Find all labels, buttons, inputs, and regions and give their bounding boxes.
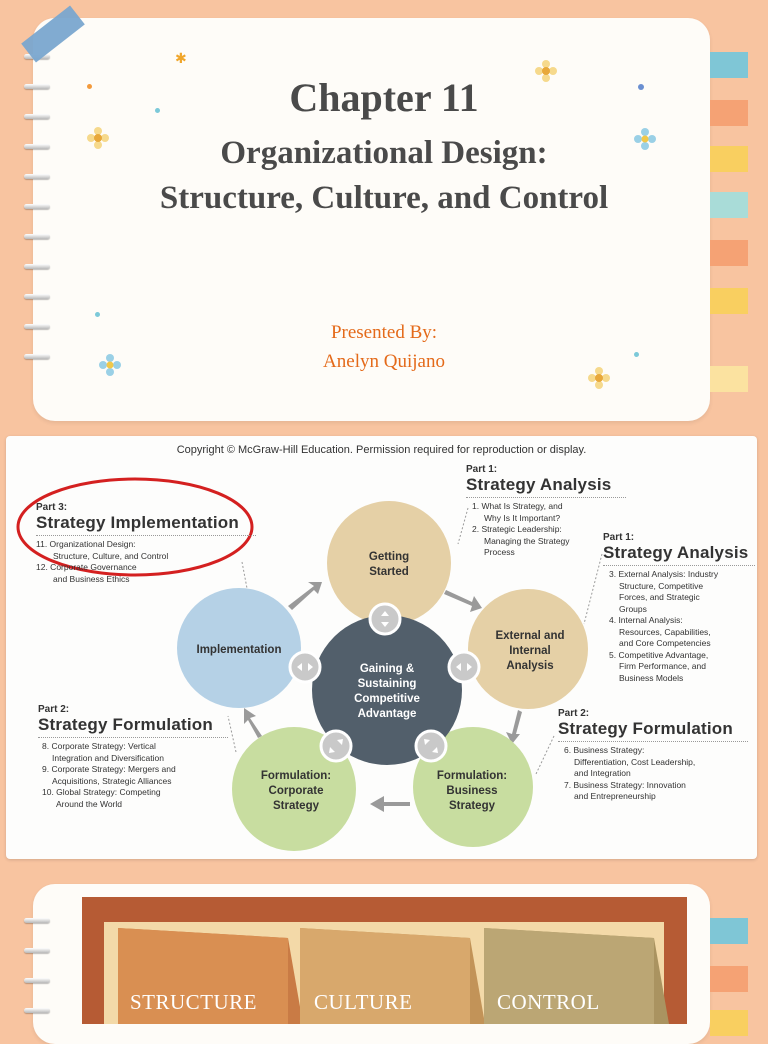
list-item: Structure, Culture, and Control xyxy=(53,550,169,561)
list-item: Business Models xyxy=(619,672,684,683)
subtitle-line-2: Structure, Culture, and Control xyxy=(159,180,609,216)
list-item: Structure, Competitive xyxy=(619,580,704,591)
part-label: Part 1: xyxy=(603,532,635,543)
center-label: Competitive xyxy=(354,693,420,705)
node-label: Corporate xyxy=(268,785,324,797)
list-item: Integration and Diversification xyxy=(52,752,164,763)
list-item: 4. Internal Analysis: xyxy=(609,615,683,625)
list-item: Why Is It Important? xyxy=(484,512,561,523)
node-label: Started xyxy=(369,566,409,578)
node-label: External and xyxy=(495,630,565,642)
strategy-diagram-slide xyxy=(6,436,757,859)
cycle-arrow xyxy=(444,590,482,612)
node-label: Strategy xyxy=(448,800,496,812)
list-item: 8. Corporate Strategy: Vertical xyxy=(42,741,156,751)
part1-right-block xyxy=(603,532,755,684)
list-item: 1. What Is Strategy, and xyxy=(472,501,563,511)
part-name: Strategy Analysis xyxy=(466,475,626,498)
part1-top-block xyxy=(466,464,626,559)
node-label: Getting xyxy=(368,551,410,563)
part-label: Part 1: xyxy=(466,464,498,475)
list-item: 7. Business Strategy: Innovation xyxy=(564,779,686,790)
part-items xyxy=(466,501,626,559)
part-label: Part 3: xyxy=(36,502,68,513)
list-item: Forces, and Strategic xyxy=(619,592,700,602)
connector-icon xyxy=(290,652,320,682)
list-item: Firm Performance, and xyxy=(619,661,706,671)
list-item: Around the World xyxy=(56,798,122,809)
center-label: Sustaining xyxy=(357,678,417,690)
presented-by-label: Presented By: xyxy=(330,322,438,343)
node-label: Formulation: xyxy=(436,770,508,782)
list-item: Managing the Strategy xyxy=(484,535,570,546)
part2-right-block xyxy=(558,708,748,803)
list-item: and Integration xyxy=(574,768,631,778)
part-items xyxy=(558,745,748,803)
list-item: 6. Business Strategy: xyxy=(564,745,645,755)
list-item: 11. Organizational Design: xyxy=(36,539,136,549)
cycle-arrow xyxy=(370,796,410,812)
sparkle-icon: ✱ xyxy=(175,51,187,67)
node-label: Formulation: xyxy=(260,770,332,782)
cycle-arrow xyxy=(288,582,322,610)
node-label: Implementation xyxy=(196,644,282,656)
list-item: Differentiation, Cost Leadership, xyxy=(574,756,696,767)
list-item: 2. Strategic Leadership: xyxy=(472,524,562,534)
presenter-name: Anelyn Quijano xyxy=(323,351,445,372)
part-name: Strategy Formulation xyxy=(558,719,748,742)
copyright-notice: Copyright © McGraw-Hill Education. Permission required for reproduction or display. xyxy=(176,444,587,456)
node-label: Internal xyxy=(509,645,551,657)
list-item: Groups xyxy=(619,603,647,614)
part-name: Strategy Implementation xyxy=(36,513,256,536)
part-items xyxy=(38,741,228,810)
part-name: Strategy Formulation xyxy=(38,715,228,738)
list-item: 12. Corporate Governance xyxy=(36,562,137,572)
pillar-label-culture: CULTURE xyxy=(314,990,413,1014)
dot-decoration xyxy=(95,312,100,317)
list-item: and Core Competencies xyxy=(619,638,711,648)
center-label: Advantage xyxy=(357,708,417,720)
cycle-arrow xyxy=(244,708,262,738)
part-name: Strategy Analysis xyxy=(603,543,755,566)
list-item: and Business Ethics xyxy=(53,573,130,584)
chapter-title: Chapter 11 xyxy=(289,75,479,120)
pillar-label-structure: STRUCTURE xyxy=(130,990,258,1014)
part-label: Part 2: xyxy=(38,704,70,715)
list-item: 10. Global Strategy: Competing xyxy=(42,787,161,797)
connector-icon xyxy=(370,604,400,634)
part-items xyxy=(603,569,755,684)
center-label: Gaining & xyxy=(359,663,415,675)
list-item: Process xyxy=(484,547,515,557)
list-item: Acquisitions, Strategic Alliances xyxy=(52,775,172,786)
part-label: Part 2: xyxy=(558,708,590,719)
list-item: 5. Competitive Advantage, xyxy=(609,649,709,660)
part-items xyxy=(36,539,256,585)
list-item: 3. External Analysis: Industry xyxy=(609,569,719,579)
node-label: Analysis xyxy=(506,660,554,672)
subtitle-line-1: Organizational Design: xyxy=(220,135,548,171)
part3-implementation-block xyxy=(36,502,256,585)
connector-icon xyxy=(416,731,446,761)
pillar-label-control: CONTROL xyxy=(497,990,600,1014)
list-item: and Entrepreneurship xyxy=(574,791,656,801)
part2-left-block xyxy=(38,704,228,810)
connector-icon xyxy=(449,652,479,682)
list-item: Resources, Capabilities, xyxy=(619,626,711,637)
list-item: 9. Corporate Strategy: Mergers and xyxy=(42,764,176,774)
connector-icon xyxy=(321,731,351,761)
svg-text:Implementation xyxy=(197,644,282,656)
node-label: Strategy xyxy=(272,800,320,812)
node-label: Business xyxy=(446,785,498,797)
